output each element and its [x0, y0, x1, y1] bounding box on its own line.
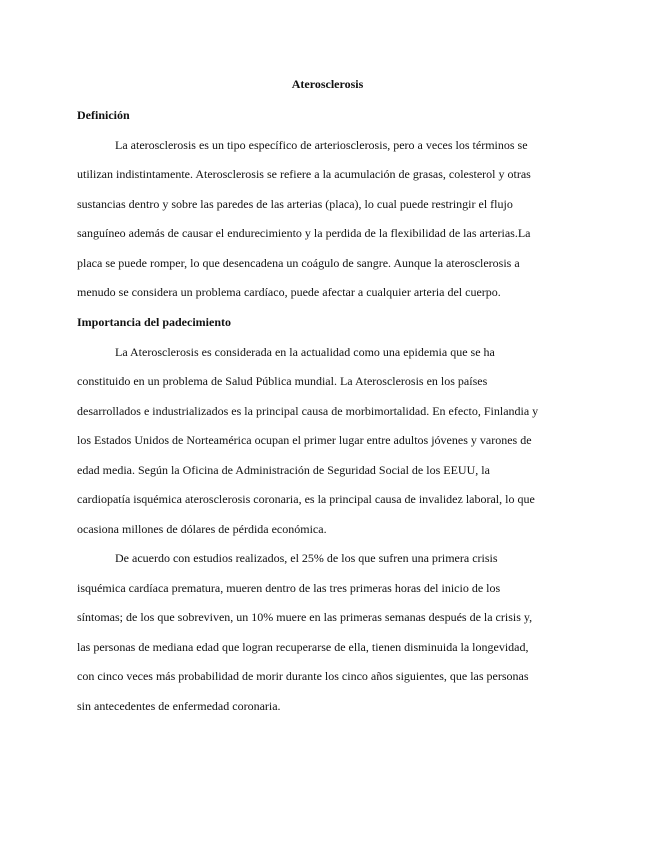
paragraph-line: sin antecedentes de enfermedad coronaria. — [77, 699, 281, 713]
paragraph-line: De acuerdo con estudios realizados, el 25% de los que sufren una primera crisis — [115, 551, 498, 565]
paragraph-line: isquémica cardíaca prematura, mueren dentro de las tres primeras horas del inicio de los — [77, 581, 501, 595]
section-heading-definicion: Definición — [77, 108, 130, 122]
paragraph-line: constituido en un problema de Salud Pública mundial. La Aterosclerosis en los países — [77, 374, 488, 388]
paragraph-line: síntomas; de los que sobreviven, un 10% muere en las primeras semanas después de la crisis y, — [77, 610, 533, 624]
paragraph-line: con cinco veces más probabilidad de morir durante los cinco años siguientes, que las personas — [77, 669, 529, 683]
paragraph-line: cardiopatía isquémica aterosclerosis coronaria, es la principal causa de invalidez laboral, lo que — [77, 492, 535, 506]
paragraph-line: edad media. Según la Oficina de Administración de Seguridad Social de los EEUU, la — [77, 463, 490, 477]
paragraph-line: los Estados Unidos de Norteamérica ocupan el primer lugar entre adultos jóvenes y varones de — [77, 433, 532, 447]
paragraph-line: utilizan indistintamente. Aterosclerosis se refiere a la acumulación de grasas, colesterol y otras — [77, 167, 531, 181]
paragraph-line: La Aterosclerosis es considerada en la actualidad como una epidemia que se ha — [115, 345, 495, 359]
paragraph-line: La aterosclerosis es un tipo específico de arteriosclerosis, pero a veces los términos se — [115, 138, 528, 152]
paragraph-line: sustancias dentro y sobre las paredes de las arterias (placa), lo cual puede restringir el flujo — [77, 197, 513, 211]
paragraph-line: sanguíneo además de causar el endurecimiento y la perdida de la flexibilidad de las arterias.La — [77, 226, 531, 240]
paragraph-line: desarrollados e industrializados es la principal causa de morbimortalidad. En efecto, Finlandia y — [77, 404, 539, 418]
paragraph-line: placa se puede romper, lo que desencadena un coágulo de sangre. Aunque la aterosclerosis a — [77, 256, 520, 270]
document-title: Aterosclerosis — [291, 77, 364, 91]
section-heading-importancia: Importancia del padecimiento — [77, 315, 231, 329]
paragraph-line: ocasiona millones de dólares de pérdida económica. — [77, 522, 327, 536]
paragraph-line: las personas de mediana edad que logran recuperarse de ella, tienen disminuida la longevidad, — [77, 640, 529, 654]
paragraph-line: menudo se considera un problema cardíaco, puede afectar a cualquier arteria del cuerpo. — [77, 285, 501, 299]
